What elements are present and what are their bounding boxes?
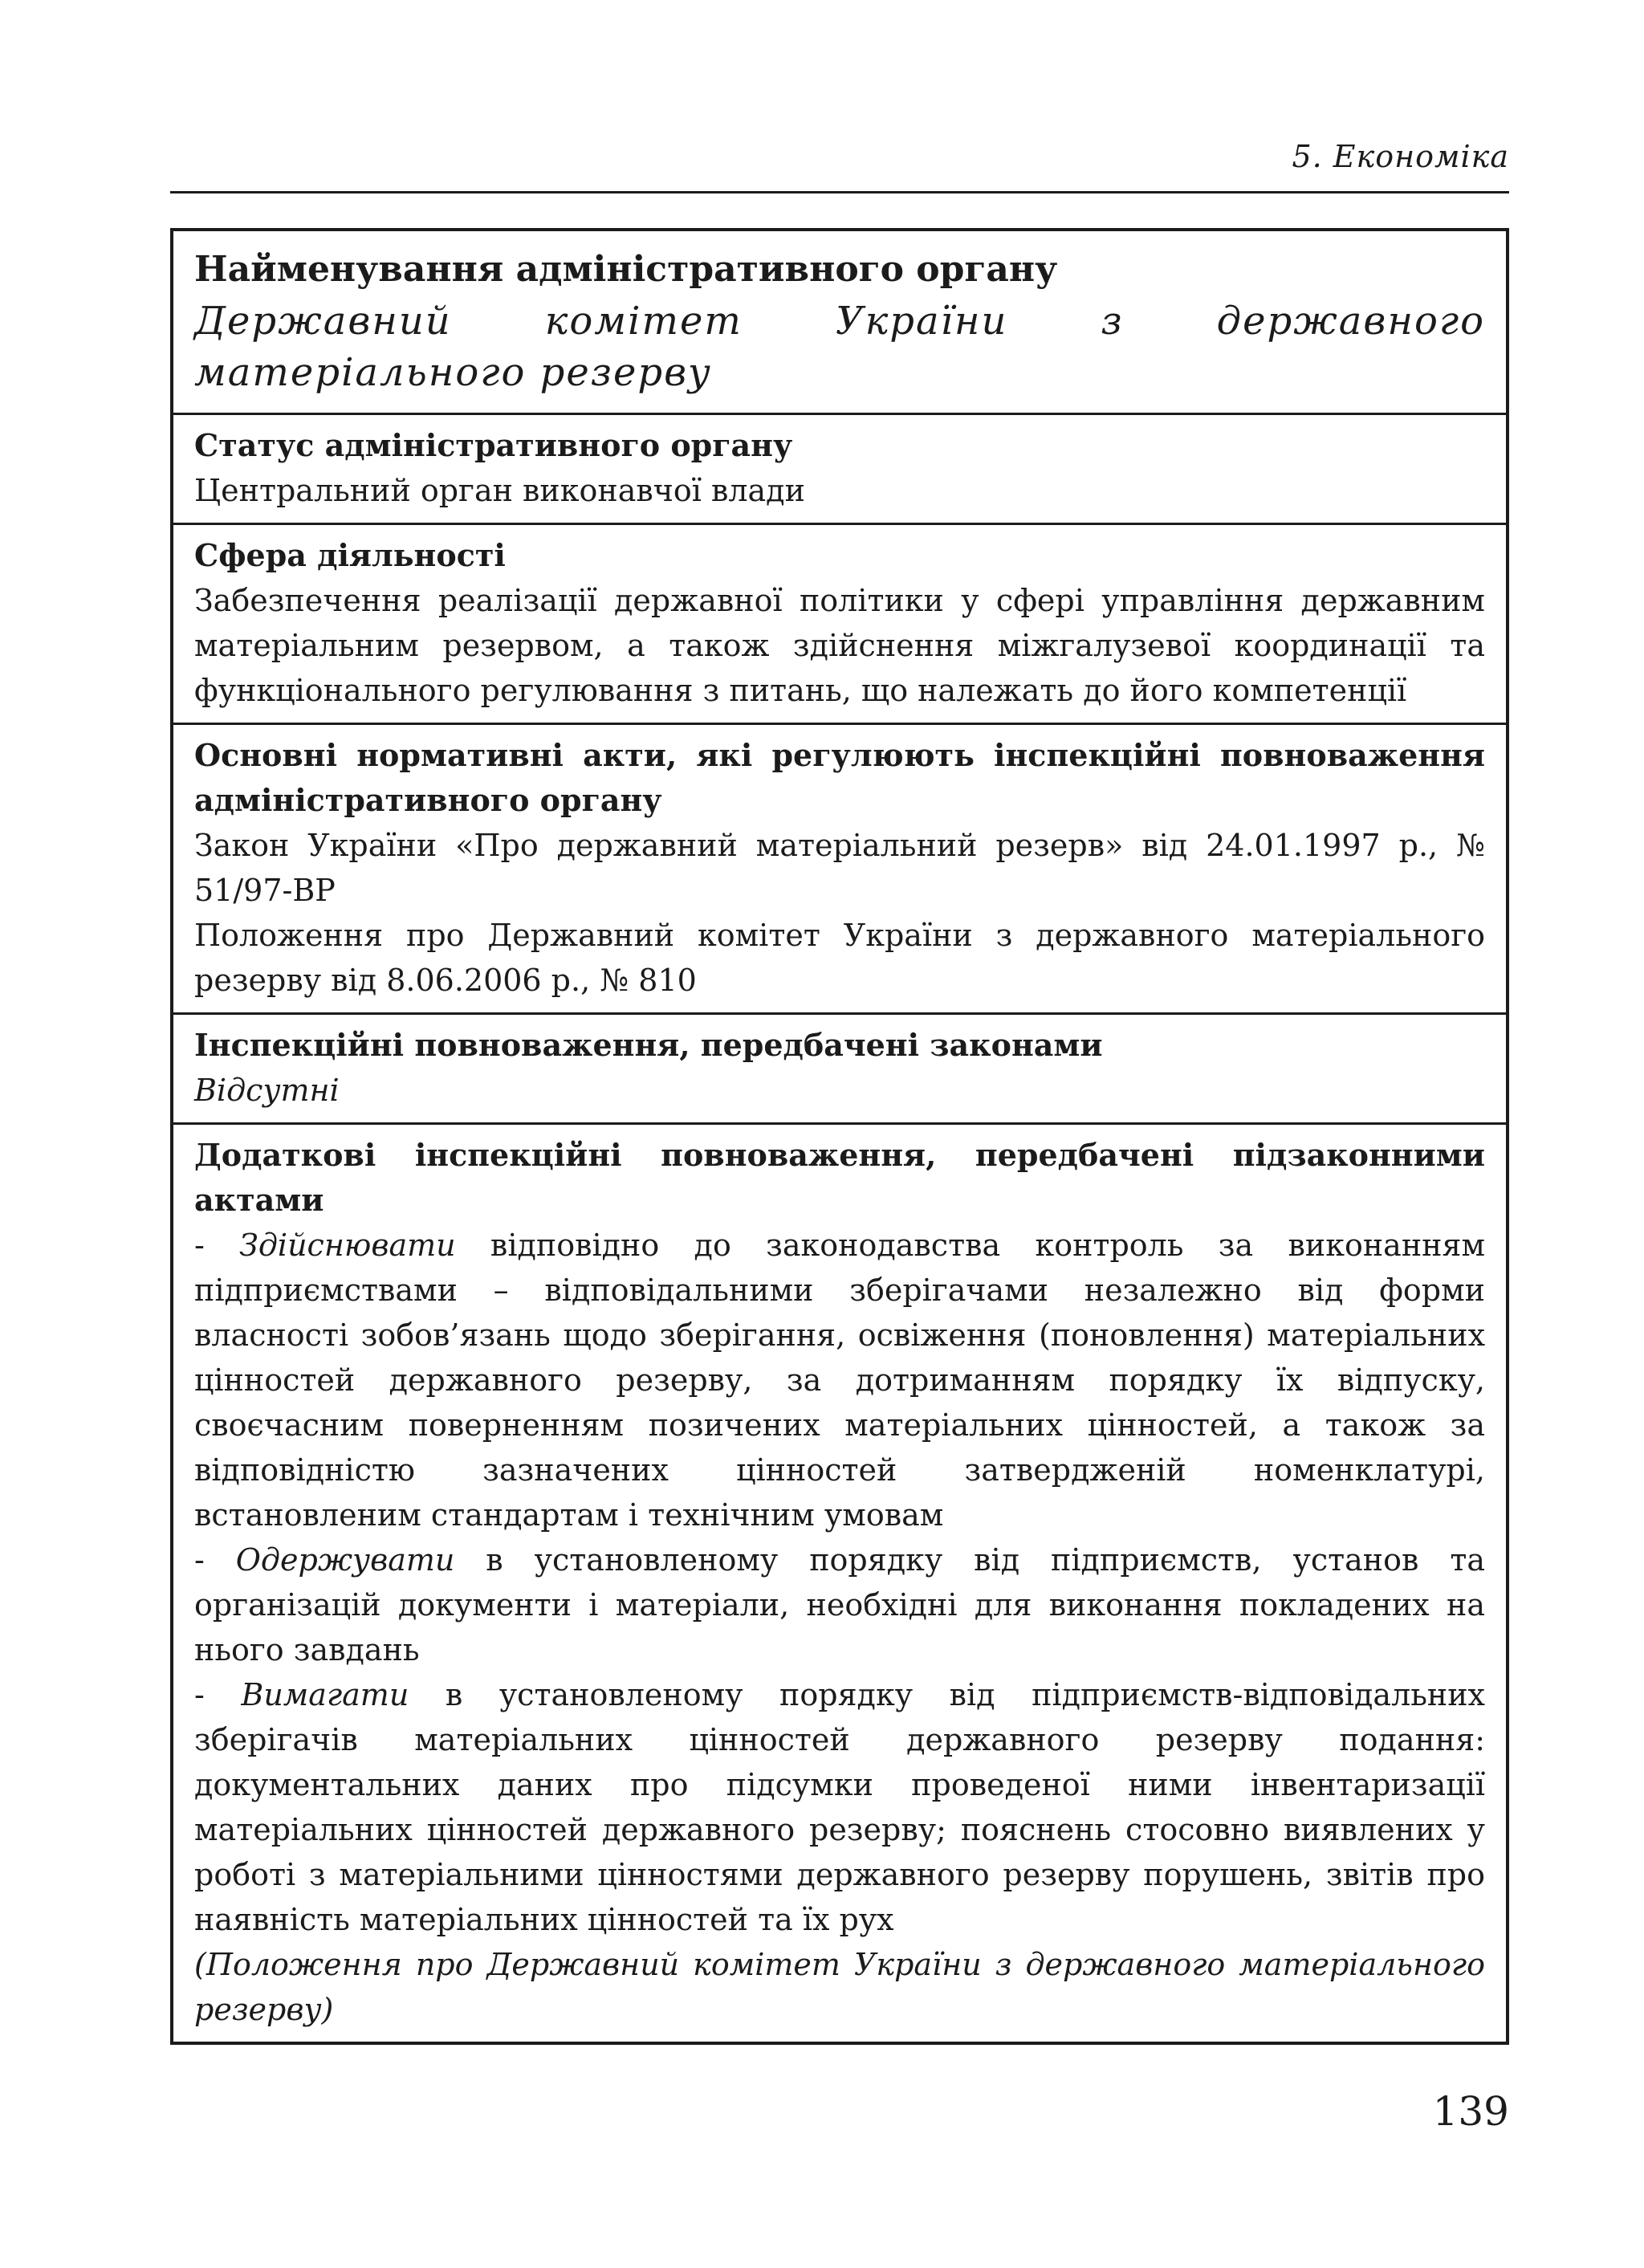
regulatory-acts-cell	[173, 723, 1506, 1012]
extra-power-prefix: -	[194, 1542, 236, 1578]
extra-powers-cell	[173, 1122, 1506, 2042]
law-powers-value: Відсутні	[194, 1073, 340, 1108]
page-number: 139	[1432, 2088, 1509, 2135]
law-powers-heading: Інспекційні повноваження, передбачені законами	[194, 1027, 1103, 1063]
extra-power-text: відповідно до законодавства контроль за виконанням підприємствами – відповідальними зберігачами незалежно від форми власності зобов’язань щодо зберігання, освіження (поновлення) матеріальних цінностей державного резерву, за дотриманням порядку їх відпуску, своєчасним поверненням позичених матеріальних цінностей, а також за відповідністю зазначених цінностей затвердженій номенклатурі, встановленим стандартам і технічним умовам	[194, 1228, 1486, 1533]
extra-power-prefix: -	[194, 1677, 242, 1712]
regulatory-act-item: Закон України «Про державний матеріальний резерв» від 24.01.1997 р., № 51/97-ВР	[194, 828, 1485, 908]
extra-power-verb: Одержувати	[235, 1542, 455, 1578]
agency-name-heading: Найменування адміністративного органу	[194, 249, 1058, 290]
agency-status-cell	[173, 413, 1506, 523]
running-header: 5. Економіка	[1292, 139, 1509, 174]
agency-status-heading: Статус адміністративного органу	[194, 427, 793, 463]
activity-scope-cell	[173, 523, 1506, 723]
extra-power-item	[194, 1223, 1485, 1537]
extra-power-item	[194, 1672, 1485, 1942]
agency-status-value: Центральний орган виконавчої влади	[194, 473, 805, 508]
law-powers-cell	[173, 1012, 1506, 1122]
extra-power-text: в установленому порядку від підприємств-відповідальних зберігачів матеріальних цінностей державного резерву подання: документальних даних про підсумки проведеної ними інвентаризації матеріальних цінностей державного резерву; пояснень стосовно виявлених у роботі з матеріальними цінностями державного резерву порушень, звітів про наявність матеріальних цінностей та їх рух	[194, 1677, 1485, 1937]
source-citation: (Положення про Державний комітет України з державного матеріального резерву)	[194, 1947, 1485, 2027]
agency-name-cell	[173, 231, 1506, 413]
activity-scope-value: Забезпечення реалізації державної політики у сфері управління державним матеріальним резервом, а також здійснення міжгалузевої координації та функціонального регулювання з питань, що належать до його компетенції	[194, 583, 1485, 708]
extra-power-verb: Здійснювати	[239, 1228, 456, 1263]
extra-power-item	[194, 1537, 1485, 1672]
extra-power-prefix: -	[194, 1228, 240, 1263]
agency-name-value: Державний комітет України з державного матеріального резерву	[194, 299, 1485, 395]
extra-power-verb: Вимагати	[241, 1677, 409, 1712]
extra-power-text: в установленому порядку від підприємств, установ та організацій документи і матеріали, необхідні для виконання покладених на нього завдань	[194, 1542, 1485, 1667]
regulatory-acts-heading: Основні нормативні акти, які регулюють інспекційні повноваження адміністративного органу	[194, 737, 1485, 818]
activity-scope-heading: Сфера діяльності	[194, 537, 506, 573]
header-rule	[170, 191, 1509, 193]
agency-info-table	[170, 228, 1509, 2045]
extra-powers-heading: Додаткові інспекційні повноваження, передбачені підзаконними актами	[194, 1137, 1485, 1218]
regulatory-act-item: Положення про Державний комітет України з державного матеріального резерву від 8.06.2006 р., № 810	[194, 918, 1485, 998]
